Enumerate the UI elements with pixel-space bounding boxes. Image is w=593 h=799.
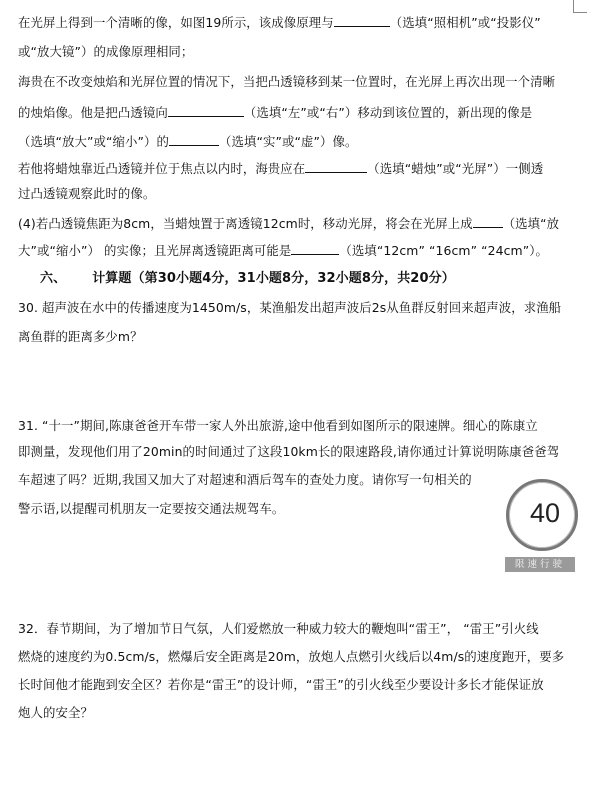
answer-blank[interactable] bbox=[473, 215, 503, 228]
question-32-text: 长时间他才能跑到安全区？若你是“雷王”的设计师，“雷王”的引火线至少要设计多长才能保证放 bbox=[18, 677, 544, 692]
answer-blank[interactable] bbox=[291, 242, 339, 255]
answer-blank[interactable] bbox=[334, 14, 390, 27]
text-line: 或“放大镜”）的成像原理相同； bbox=[18, 44, 194, 59]
question-32-text: 32．春节期间，为了增加节日气氛，人们爱燃放一种威力较大的鞭炮叫“雷王”， “雷王”引火线 bbox=[18, 621, 539, 636]
speed-limit-plate: 限速行驶 bbox=[505, 557, 575, 572]
question-32-text: 燃烧的速度约为0.5cm/s，燃爆后安全距离是20m，放炮人点燃引火线后以4m/s的速度跑开，要多 bbox=[18, 649, 565, 664]
question-30-text: 30. 超声波在水中的传播速度为1450m/s，某渔船发出超声波后2s从鱼群反射回来超声波，求渔船 bbox=[18, 300, 562, 315]
question-31-text: 31. “十一”期间,陈康爸爸开车带一家人外出旅游,途中他看到如图所示的限速牌。细心的陈康立 bbox=[18, 418, 538, 433]
page-corner-mark bbox=[573, 0, 574, 12]
question-30-text: 离鱼群的距离多少m？ bbox=[18, 329, 143, 344]
speed-limit-circle bbox=[506, 479, 578, 551]
question-31-text: 车超速了吗？近期,我国又加大了对超速和酒后驾车的查处力度。请你写一句相关的 bbox=[18, 472, 472, 487]
text-line: 在光屏上得到一个清晰的像，如图19所示，该成像原理与 （选填“照相机”或“投影仪” bbox=[18, 15, 541, 30]
text-line: 若他将蜡烛靠近凸透镜并位于焦点以内时，海贵应在 （选填“蜡烛”或“光屏”）一侧透 bbox=[18, 161, 544, 176]
text-line: 的烛焰像。他是把凸透镜向 （选填“左”或“右”）移动到该位置的，新出现的像是 bbox=[18, 105, 533, 120]
text-line: (4)若凸透镜焦距为8cm，当蜡烛置于离透镜12cm时，移动光屏，将会在光屏上成 （选填“放 bbox=[18, 216, 560, 231]
answer-blank[interactable] bbox=[169, 133, 219, 146]
text-line: （选填“放大”或“缩小”）的 （选填“实”或“虚”）像。 bbox=[18, 134, 358, 149]
answer-blank[interactable] bbox=[168, 104, 244, 117]
answer-blank[interactable] bbox=[305, 160, 367, 173]
question-32-text: 炮人的安全？ bbox=[18, 705, 93, 720]
page-corner-mark bbox=[573, 12, 587, 13]
text-line: 大”或“缩小”） 的实像；且光屏离透镜距离可能是 （选填“12cm” “16cm” “24cm”）。 bbox=[18, 243, 549, 258]
text-line: 海贵在不改变烛焰和光屏位置的情况下，当把凸透镜移到某一位置时，在光屏上再次出现一个清晰 bbox=[18, 74, 556, 89]
section-number: 六、 bbox=[40, 271, 67, 286]
speed-limit-sign bbox=[503, 479, 579, 575]
section-heading bbox=[40, 271, 455, 287]
speed-limit-number: 40 bbox=[529, 498, 561, 528]
text-line: 过凸透镜观察此时的像。 bbox=[18, 186, 156, 201]
section-title: 计算题（第30小题4分，31小题8分，32小题8分，共20分） bbox=[92, 271, 455, 286]
question-31-text: 警示语,以提醒司机朋友一定要按交通法规驾车。 bbox=[18, 501, 285, 516]
question-31-text: 即测量，发现他们用了20min的时间通过了这段10km长的限速路段,请你通过计算说明陈康爸爸驾 bbox=[18, 444, 560, 459]
